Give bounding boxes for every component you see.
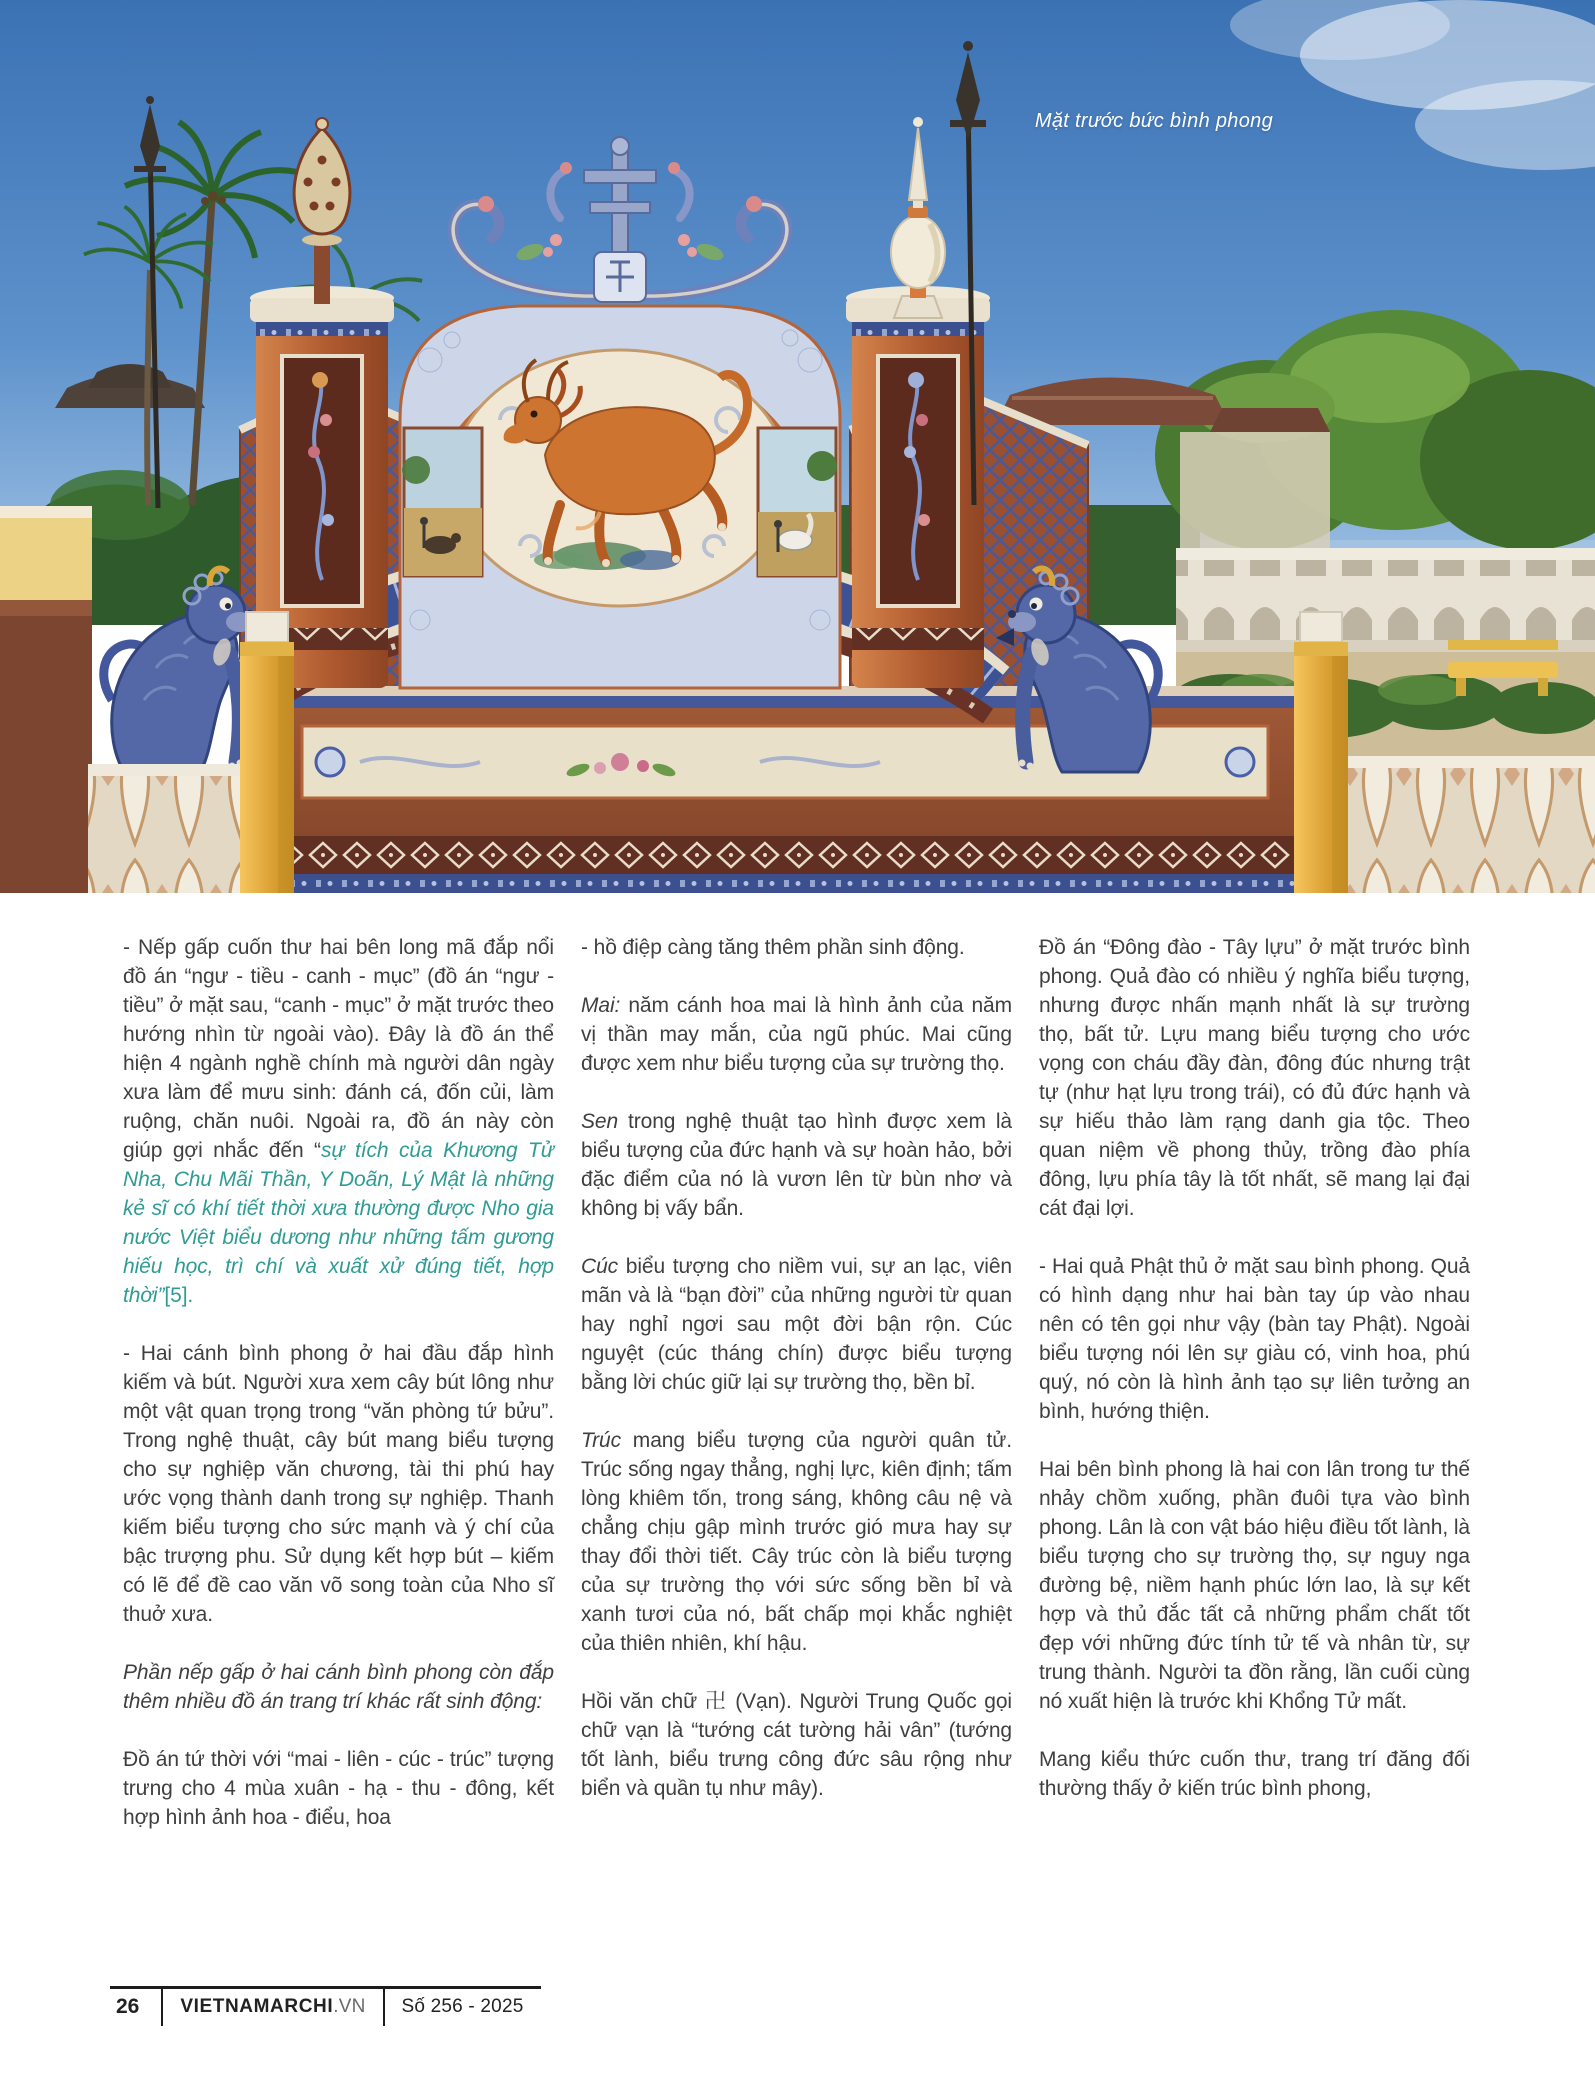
body-text: biểu tượng cho niềm vui, sự an lạc, viên mãn và là “bạn đời” của những người từ quan hay nghỉ ngơi sau một đời bận rộn. Cúc nguyệt (cúc tháng chín) được biểu tượng bằng lời chúc giữ lại sự trường thọ, bền bỉ.	[581, 1255, 1012, 1394]
paragraph	[1039, 1455, 1470, 1716]
left-wall	[0, 506, 92, 893]
article-columns	[123, 933, 1470, 1832]
quote-text: [5].	[164, 1284, 194, 1307]
paragraph	[581, 933, 1012, 962]
body-text: trong nghệ thuật tạo hình được xem là biểu tượng của đức hạnh và sự hoàn hảo, bởi đặc điểm của nó là vươn lên từ bùn nhơ và không bị vấy bẩn.	[581, 1110, 1012, 1220]
paragraph	[123, 1658, 554, 1716]
balustrade	[1176, 548, 1595, 654]
base-wall	[238, 686, 1332, 893]
article-column-2	[581, 933, 1012, 1832]
quote-text: sự tích của Khương Tử Nha, Chu Mãi Thần, Y Doãn, Lý Mật là những kẻ sĩ có khí tiết thời xưa thường được Nho gia nước Việt biểu dương như những tấm gương hiếu học, trì chí và xuất xử đúng tiết, hợp thời”	[123, 1139, 554, 1307]
paragraph	[123, 1339, 554, 1629]
screen-illustration	[0, 0, 1595, 893]
article-column-3	[1039, 933, 1470, 1832]
painting-buffalo	[402, 428, 482, 576]
paragraph	[1039, 1252, 1470, 1426]
body-text: - Hai cánh bình phong ở hai đầu đắp hình kiếm và bút. Người xưa xem cây bút lông như một vật quan trọng trong “văn phòng tứ bửu”. Trong nghệ thuật, cây bút mang biểu tượng cho sự nghiệp văn chương, tài thi phú hay ước vọng thành danh trong sự nghiệp. Thanh kiếm biểu tượng cho sức mạnh và ý chí của bậc trượng phu. Sử dụng kết hợp bút – kiếm có lẽ để đề cao văn võ song toàn của Nho sĩ thuở xưa.	[123, 1342, 554, 1626]
paragraph	[123, 933, 554, 1310]
body-text: Hai bên bình phong là hai con lân trong tư thế nhảy chồm xuống, phần đuôi tựa vào bình phong. Lân là con vật báo hiệu điều tốt lành, là biểu tượng cho sự trường thọ, sự nguy nga đường bệ, niềm hạnh phúc lớn lao, là sự kết hợp và thủ đắc tất cả những phẩm chất tốt đẹp với những đức tính tử tế và nhân từ, sự trung thành. Người ta đồn rằng, lần cuối cùng nó xuất hiện là trước khi Khổng Tử mất.	[1039, 1458, 1470, 1713]
brand-suffix: .VN	[333, 1996, 366, 2017]
body-text: năm cánh hoa mai là hình ảnh của năm vị thần may mắn, của ngũ phúc. Mai cũng được xem như biểu tượng của sự trường thọ.	[581, 994, 1012, 1075]
paragraph	[581, 991, 1012, 1078]
body-text: Sen	[581, 1110, 619, 1133]
body-text: Phần nếp gấp ở hai cánh bình phong còn đắp thêm nhiều đồ án trang trí khác rất sinh động:	[123, 1661, 554, 1713]
body-text: Mang kiểu thức cuốn thư, trang trí đăng đối thường thấy ở kiến trúc bình phong,	[1039, 1748, 1470, 1800]
gold-post-left	[240, 612, 294, 893]
paragraph	[1039, 1745, 1470, 1803]
paragraph	[581, 1252, 1012, 1397]
page-number: 26	[116, 1995, 140, 2018]
photo-binh-phong	[0, 0, 1595, 893]
body-text: Cúc	[581, 1255, 619, 1278]
body-text: mang biểu tượng của người quân tử. Trúc sống ngay thẳng, nghị lực, kiên định; tấm lòng khiêm tốn, trong sáng, không câu nệ và chẳng chịu gập mình trước gió mưa hay sự thay đổi thời tiết. Cây trúc còn là biểu tượng của sự trường thọ với sức sống bền bỉ và xanh tươi của nó, bất chấp mọi khắc nghiệt của thiên nhiên, khí hậu.	[581, 1429, 1012, 1655]
medallion	[452, 350, 788, 606]
brand-logo	[161, 1989, 382, 2026]
right-tower	[846, 286, 990, 688]
page-footer	[110, 1986, 541, 2026]
paragraph	[123, 1745, 554, 1832]
photo-caption: Mặt trước bức bình phong	[1034, 110, 1273, 132]
body-text: - Nếp gấp cuốn thư hai bên long mã đắp nổi đồ án “ngư - tiều - canh - mục” (đồ án “ngư - tiều” ở mặt sau, “canh - mục” ở mặt trước theo hướng nhìn từ ngoài vào). Đây là đồ án thể hiện 4 ngành nghề chính mà người dân ngày xưa làm để mưu sinh: đánh cá, đốn củi, làm ruộng, chăn nuôi. Ngoài ra, đồ án này còn giúp gợi nhắc đến “	[123, 936, 554, 1162]
body-text: - hồ điệp càng tăng thêm phần sinh động.	[581, 936, 965, 959]
brand-name: VIETNAMARCHI	[180, 1996, 334, 2017]
gold-post-right	[1294, 612, 1348, 893]
body-text: Mai:	[581, 994, 621, 1017]
central-panel	[400, 306, 840, 688]
issue-number: Số 256 - 2025	[383, 1989, 541, 2026]
paragraph	[581, 1426, 1012, 1658]
body-text: - Hai quả Phật thủ ở mặt sau bình phong. Quả có hình dạng như hai bàn tay úp vào nhau nên có tên gọi như vậy (bàn tay Phật). Ngoài biểu tượng nói lên sự giàu có, vinh hoa, phú quý, nó còn là hình ảnh tạo sự liên tưởng an bình, hướng thiện.	[1039, 1255, 1470, 1423]
paragraph	[1039, 933, 1470, 1223]
body-text: Trúc	[581, 1429, 622, 1452]
body-text: Hồi văn chữ 卍 (Vạn). Người Trung Quốc gọi chữ vạn là “tướng cát tường hải vân” (tướng tốt lành, biểu trưng công đức sâu rộng như biển và quần tụ như mây).	[581, 1690, 1012, 1800]
body-text: Đồ án tứ thời với “mai - liên - cúc - trúc” tượng trưng cho 4 mùa xuân - hạ - thu - đông, kết hợp hình ảnh hoa - điểu, hoa	[123, 1748, 554, 1829]
lotus-fence-left	[88, 764, 240, 893]
painting-horse	[758, 428, 837, 576]
article-column-1	[123, 933, 554, 1832]
body-text: Đồ án “Đông đào - Tây lựu” ở mặt trước bình phong. Quả đào có nhiều ý nghĩa biểu tượng, nhưng được nhấn mạnh nhất là sự trường thọ, bất tử. Lựu mang biểu tượng cho ước vọng con cháu đầy đàn, đông đúc nhưng trật tự (như hạt lựu trong trái), có đủ đức hạnh và sự hiếu thảo làm rạng danh gia tộc. Theo quan niệm về phong thủy, trồng đào phía đông, lựu phía tây là tốt nhất, sẽ mang lại đại cát đại lợi.	[1039, 936, 1470, 1220]
lotus-fence-right	[1346, 756, 1595, 893]
paragraph	[581, 1107, 1012, 1223]
paragraph	[581, 1687, 1012, 1803]
